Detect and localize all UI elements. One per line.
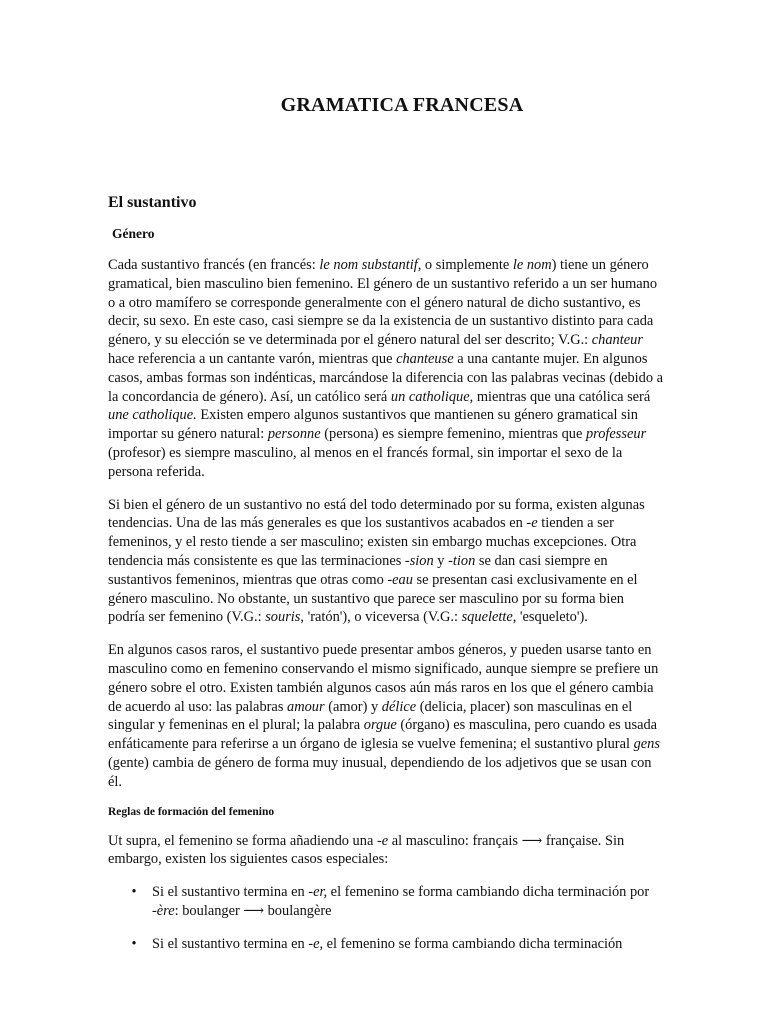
rules-list <box>108 883 664 953</box>
paragraph-femenino-intro: Ut supra, el femenino se forma añadiendo una -e al masculino: français ⟶ française. Sin embargo, existen los siguientes casos especiales: <box>108 832 625 868</box>
document-title: GRAMATICA FRANCESA <box>280 94 524 116</box>
document-body <box>108 194 664 968</box>
list-item: • Si el sustantivo termina en -e, el femenino se forma cambiando dicha terminación <box>108 935 664 954</box>
paragraph-genero-intro: Cada sustantivo francés (en francés: le nom substantif, o simplemente le nom) tiene un género gramatical, bien masculino bien femenino. El género de un sustantivo referido a un ser humano o a otro mamífero se corresponde generalmente con el género natural de dicho sustantivo, es decir, su sexo. En este caso, casi siempre se da la existencia de un sustantivo distinto para cada género, y su elección se ve determinada por el género natural del ser descrito; V.G.: chanteur hace referencia a un cantante varón, mientras que chanteuse a una cantante mujer. En algunos casos, ambas formas son indénticas, marcándose la diferencia con las palabras vecinas (debido a la concordancia de género). Así, un católico será un catholique, mientras que una católica será une catholique. Existen empero algunos sustantivos que mantienen su género gramatical sin importar su género natural: personne (persona) es siempre femenino, mientras que professeur (profesor) es siempre masculino, al menos en el francés formal, sin importar el sexo de la persona referida. <box>108 257 664 480</box>
bullet-icon: • <box>131 884 137 901</box>
subsection-heading-femenino: Reglas de formación del femenino <box>108 805 275 818</box>
paragraph-genero-tendencias: Si bien el género de un sustantivo no está del todo determinado por su forma, existen algunas tendencias. Una de las más generales es que los sustantivos acabados en -e tienden a ser femeninos, y el resto tiende a ser masculino; existen sin embargo muchas excepciones. Otra tendencia más consistente es que las terminaciones -sion y -tion se dan casi siempre en sustantivos femeninos, mientras que otras como -eau se presentan casi exclusivamente en el género masculino. No obstante, un sustantivo que parece ser masculino por su forma bien podría ser femenino (V.G.: souris, 'ratón'), o viceversa (V.G.: squelette, 'esqueleto'). <box>108 496 645 626</box>
bullet-icon: • <box>131 935 137 952</box>
subsection-heading-genero: Género <box>112 226 155 241</box>
section-heading: El sustantivo <box>108 194 197 211</box>
paragraph-genero-casos-raros: En algunos casos raros, el sustantivo puede presentar ambos géneros, y pueden usarse tanto en masculino como en femenino conservando el mismo significado, aunque siempre se prefiere un género sobre el otro. Existen también algunos casos aún más raros en los que el género cambia de acuerdo al uso: las palabras amour (amor) y délice (delicia, placer) son masculinas en el singular y femeninas en el plural; la palabra orgue (órgano) es masculina, pero cuando es usada enfáticamente para referirse a un órgano de iglesia se vuelve femenina; el sustantivo plural gens (gente) cambia de género de forma muy inusual, dependiendo de los adjetivos que se usan con él. <box>108 642 660 790</box>
list-item: • Si el sustantivo termina en -er, el femenino se forma cambiando dicha terminación por -ère: boulanger ⟶ boulangère <box>108 883 664 921</box>
